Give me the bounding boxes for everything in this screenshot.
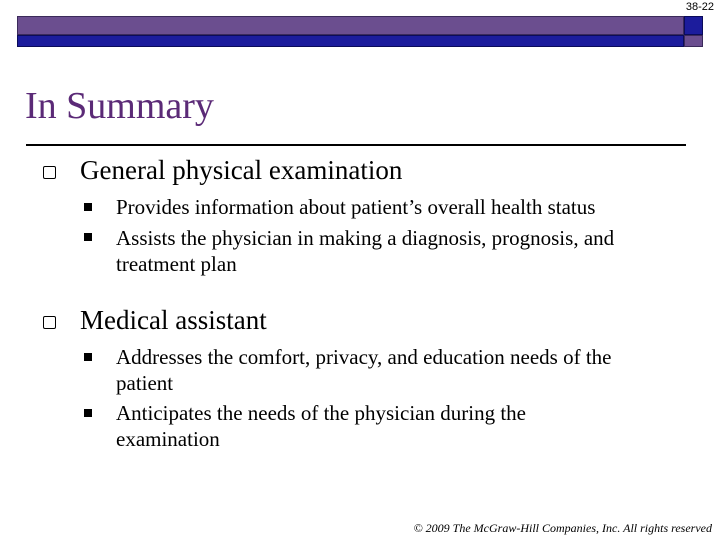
bullet-medical-assistant: Medical assistant (80, 305, 267, 335)
hollow-square-bullet-icon (43, 316, 56, 329)
header-bar-purple (17, 16, 684, 35)
header-square-navy (684, 16, 703, 35)
filled-square-bullet-icon (84, 203, 92, 211)
bullet-general-physical-examination: General physical examination (80, 155, 403, 185)
hollow-square-bullet-icon (43, 166, 56, 179)
filled-square-bullet-icon (84, 233, 92, 241)
header-square-purple (684, 35, 703, 47)
sub-bullet: Anticipates the needs of the physician during the examination (116, 401, 526, 451)
slide-title: In Summary (25, 85, 214, 127)
sub-bullet: Addresses the comfort, privacy, and education needs of the patient (116, 345, 612, 395)
filled-square-bullet-icon (84, 353, 92, 361)
copyright-footer: © 2009 The McGraw-Hill Companies, Inc. All rights reserved (413, 521, 712, 535)
sub-bullet: Provides information about patient’s overall health status (116, 195, 596, 219)
title-divider (26, 144, 686, 146)
sub-bullet: Assists the physician in making a diagnosis, prognosis, and treatment plan (116, 226, 615, 276)
header-bar-navy (17, 35, 684, 47)
slide-number: 38-22 (685, 1, 714, 13)
filled-square-bullet-icon (84, 409, 92, 417)
